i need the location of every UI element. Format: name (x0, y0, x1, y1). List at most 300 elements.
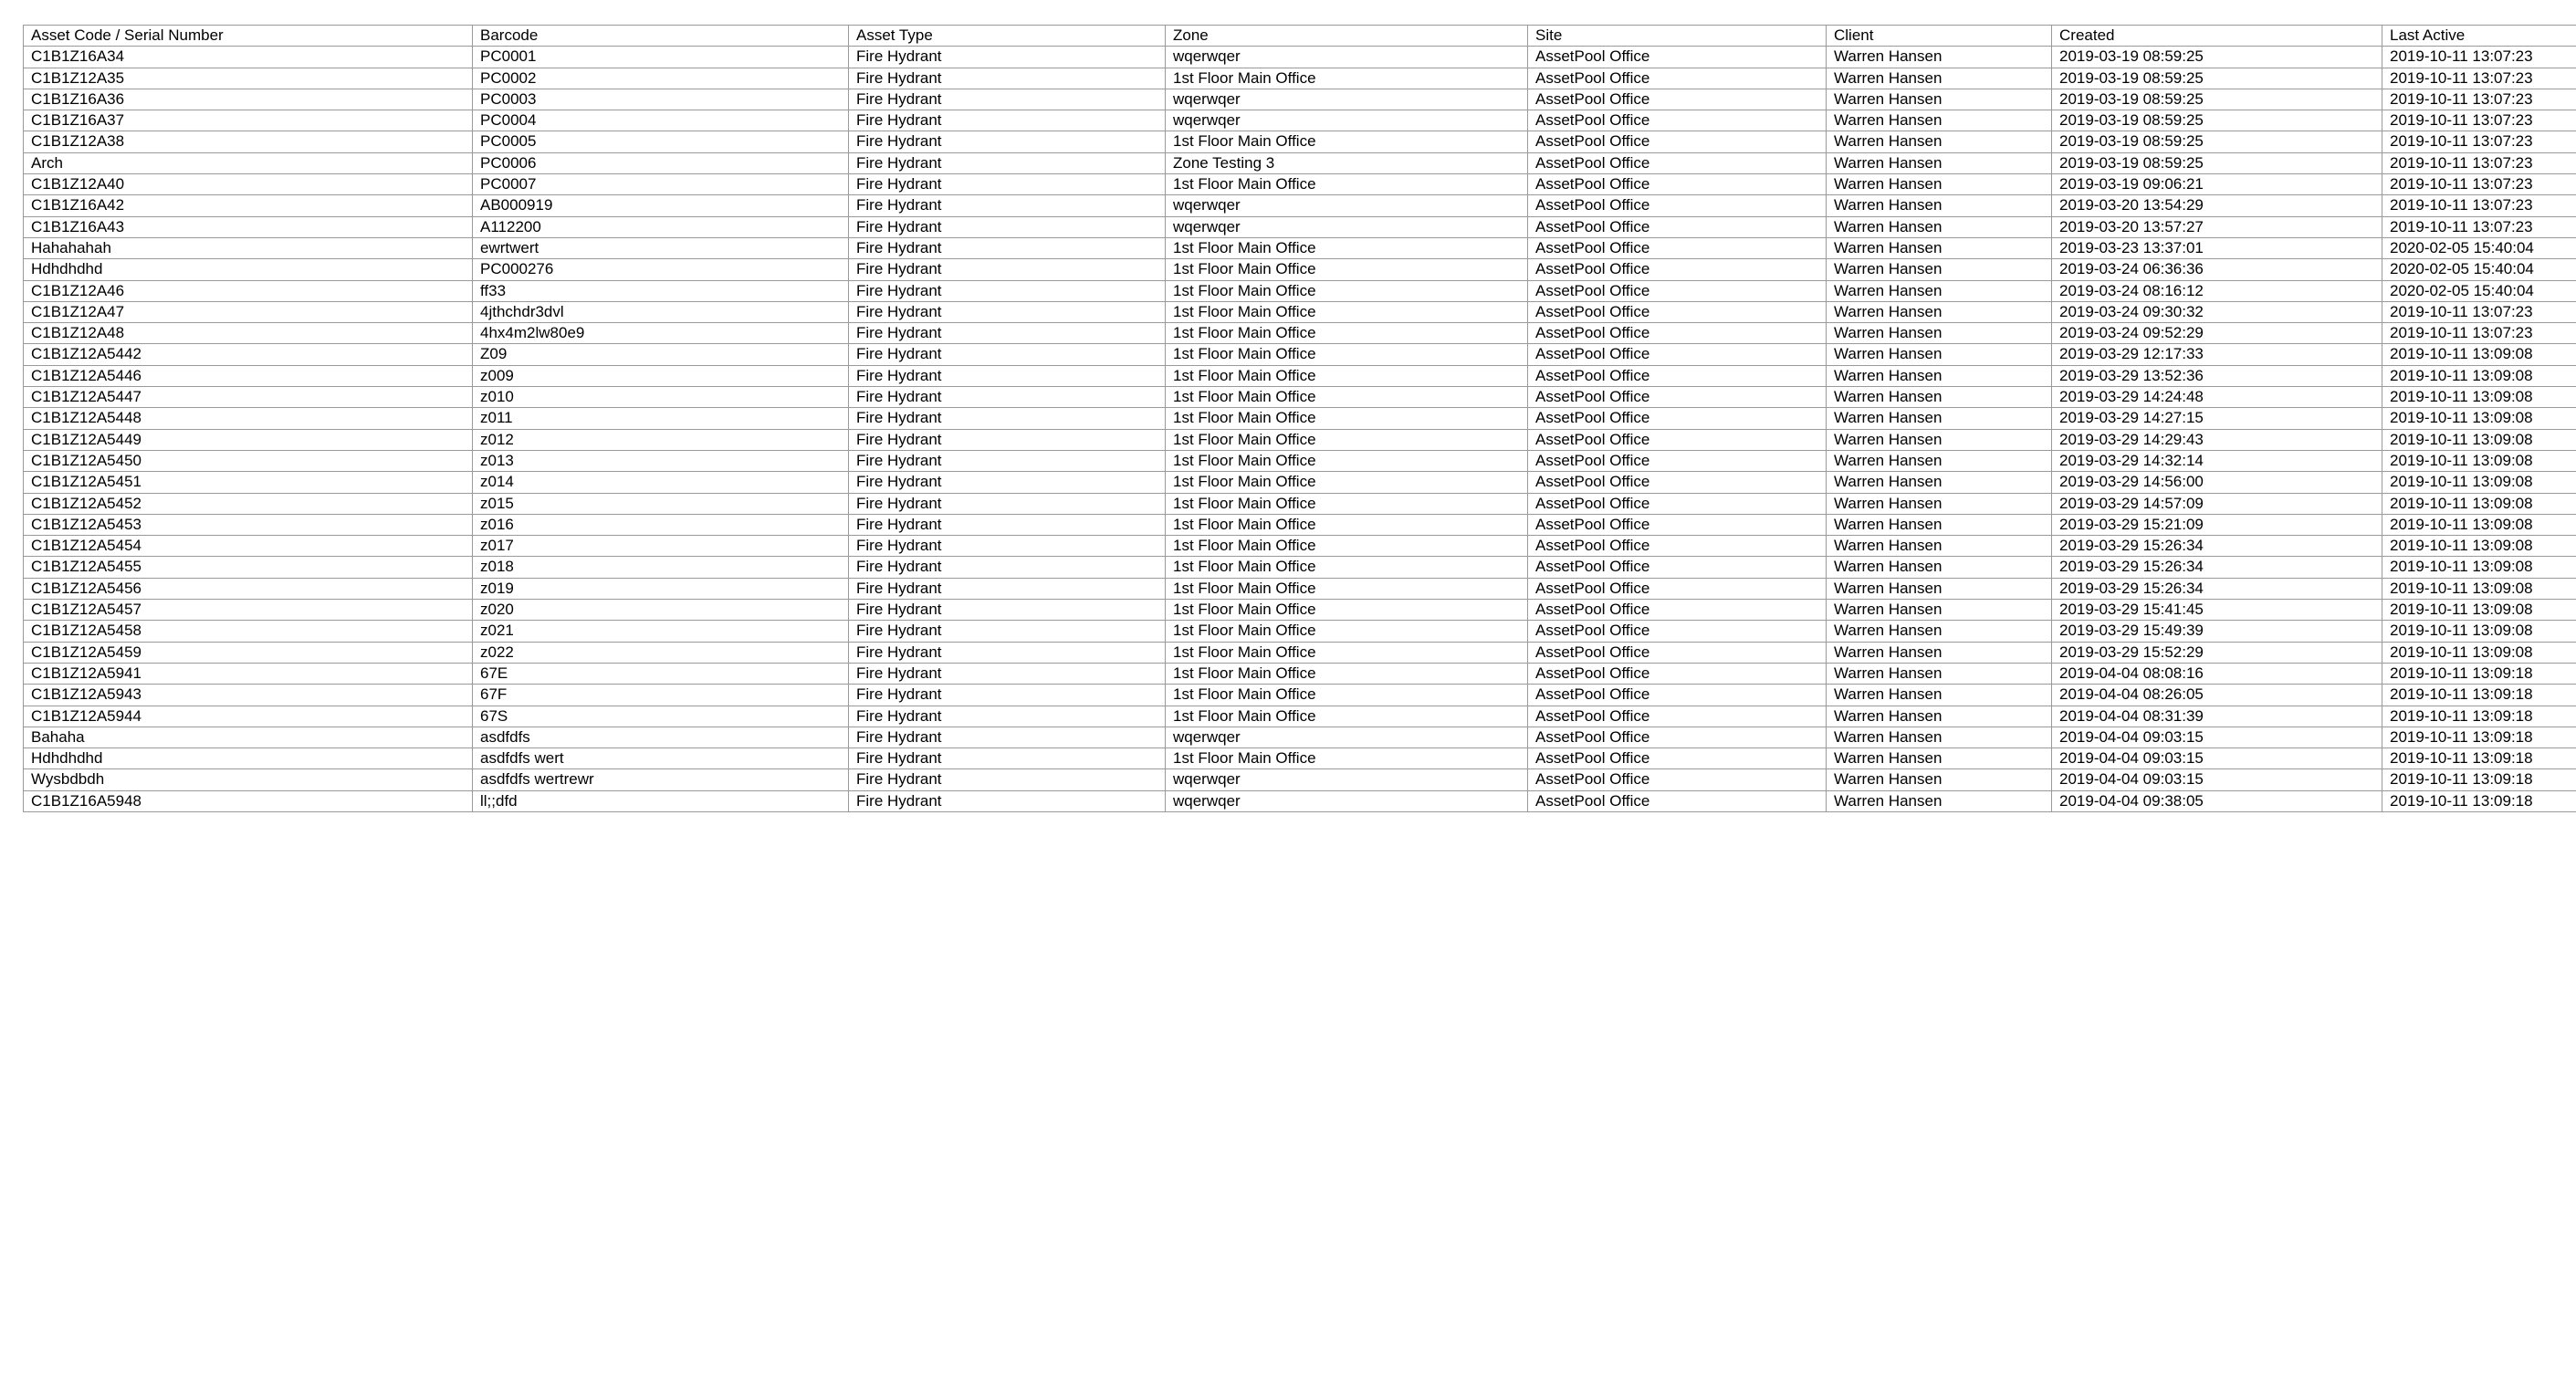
cell-zone: 1st Floor Main Office (1166, 365, 1528, 386)
cell-created: 2019-03-29 15:21:09 (2052, 514, 2382, 535)
table-row[interactable] (24, 280, 2576, 301)
cell-site: AssetPool Office (1528, 600, 1827, 621)
cell-barcode: z020 (473, 600, 849, 621)
cell-barcode: z022 (473, 642, 849, 663)
cell-last-active: 2019-10-11 13:07:23 (2382, 68, 2576, 89)
asset-table-container (23, 25, 2570, 812)
cell-created: 2019-03-24 09:52:29 (2052, 323, 2382, 344)
cell-asset-type: Fire Hydrant (849, 472, 1166, 493)
cell-site: AssetPool Office (1528, 301, 1827, 322)
cell-barcode: z013 (473, 450, 849, 471)
cell-created: 2019-03-19 08:59:25 (2052, 47, 2382, 68)
cell-last-active: 2019-10-11 13:09:18 (2382, 663, 2576, 684)
column-header-barcode[interactable]: Barcode (473, 26, 849, 47)
cell-created: 2019-03-29 14:27:15 (2052, 408, 2382, 429)
cell-barcode: PC0002 (473, 68, 849, 89)
cell-asset-type: Fire Hydrant (849, 493, 1166, 514)
cell-asset-code-serial-number: C1B1Z12A5451 (24, 472, 473, 493)
table-row[interactable] (24, 450, 2576, 471)
cell-client: Warren Hansen (1827, 663, 2052, 684)
cell-created: 2019-03-20 13:54:29 (2052, 195, 2382, 216)
cell-last-active: 2019-10-11 13:07:23 (2382, 47, 2576, 68)
cell-asset-code-serial-number: C1B1Z12A5447 (24, 387, 473, 408)
cell-last-active: 2019-10-11 13:09:18 (2382, 727, 2576, 748)
cell-created: 2019-03-29 15:26:34 (2052, 557, 2382, 578)
cell-zone: 1st Floor Main Office (1166, 387, 1528, 408)
cell-zone: 1st Floor Main Office (1166, 642, 1528, 663)
cell-client: Warren Hansen (1827, 152, 2052, 173)
table-row[interactable] (24, 323, 2576, 344)
table-row[interactable] (24, 259, 2576, 280)
cell-barcode: z012 (473, 429, 849, 450)
cell-zone: 1st Floor Main Office (1166, 301, 1528, 322)
table-row[interactable] (24, 790, 2576, 811)
cell-client: Warren Hansen (1827, 450, 2052, 471)
cell-barcode: PC0005 (473, 131, 849, 152)
cell-zone: 1st Floor Main Office (1166, 68, 1528, 89)
cell-last-active: 2020-02-05 15:40:04 (2382, 280, 2576, 301)
cell-site: AssetPool Office (1528, 408, 1827, 429)
cell-zone: wqerwqer (1166, 47, 1528, 68)
cell-asset-code-serial-number: C1B1Z16A42 (24, 195, 473, 216)
cell-site: AssetPool Office (1528, 790, 1827, 811)
cell-asset-code-serial-number: Hdhdhdhd (24, 748, 473, 769)
cell-zone: 1st Floor Main Office (1166, 748, 1528, 769)
cell-asset-type: Fire Hydrant (849, 365, 1166, 386)
cell-created: 2019-03-19 08:59:25 (2052, 131, 2382, 152)
cell-last-active: 2019-10-11 13:09:08 (2382, 557, 2576, 578)
cell-asset-code-serial-number: C1B1Z12A5455 (24, 557, 473, 578)
cell-asset-code-serial-number: C1B1Z12A5459 (24, 642, 473, 663)
cell-zone: 1st Floor Main Office (1166, 472, 1528, 493)
cell-barcode: ff33 (473, 280, 849, 301)
table-row[interactable] (24, 642, 2576, 663)
cell-last-active: 2019-10-11 13:09:08 (2382, 365, 2576, 386)
cell-zone: wqerwqer (1166, 89, 1528, 110)
cell-zone: 1st Floor Main Office (1166, 450, 1528, 471)
cell-site: AssetPool Office (1528, 642, 1827, 663)
cell-client: Warren Hansen (1827, 790, 2052, 811)
cell-asset-code-serial-number: C1B1Z12A38 (24, 131, 473, 152)
cell-barcode: 67S (473, 706, 849, 727)
table-row[interactable] (24, 89, 2576, 110)
cell-asset-code-serial-number: C1B1Z12A5458 (24, 621, 473, 642)
table-row[interactable] (24, 536, 2576, 557)
cell-site: AssetPool Office (1528, 685, 1827, 706)
cell-created: 2019-03-29 14:29:43 (2052, 429, 2382, 450)
cell-last-active: 2019-10-11 13:09:08 (2382, 408, 2576, 429)
cell-last-active: 2019-10-11 13:09:08 (2382, 493, 2576, 514)
cell-barcode: asdfdfs wertrewr (473, 769, 849, 790)
column-header-site[interactable]: Site (1528, 26, 1827, 47)
cell-client: Warren Hansen (1827, 259, 2052, 280)
cell-client: Warren Hansen (1827, 47, 2052, 68)
cell-last-active: 2019-10-11 13:09:08 (2382, 536, 2576, 557)
table-row[interactable] (24, 769, 2576, 790)
table-row[interactable] (24, 237, 2576, 258)
cell-zone: Zone Testing 3 (1166, 152, 1528, 173)
cell-asset-type: Fire Hydrant (849, 450, 1166, 471)
cell-asset-type: Fire Hydrant (849, 685, 1166, 706)
table-row[interactable] (24, 493, 2576, 514)
column-header-zone[interactable]: Zone (1166, 26, 1528, 47)
cell-zone: 1st Floor Main Office (1166, 344, 1528, 365)
cell-barcode: PC0006 (473, 152, 849, 173)
cell-asset-type: Fire Hydrant (849, 408, 1166, 429)
cell-barcode: asdfdfs (473, 727, 849, 748)
cell-barcode: 4jthchdr3dvl (473, 301, 849, 322)
cell-asset-code-serial-number: C1B1Z12A5452 (24, 493, 473, 514)
cell-zone: 1st Floor Main Office (1166, 706, 1528, 727)
cell-site: AssetPool Office (1528, 323, 1827, 344)
table-row[interactable] (24, 429, 2576, 450)
cell-created: 2019-03-29 14:57:09 (2052, 493, 2382, 514)
cell-last-active: 2019-10-11 13:09:08 (2382, 472, 2576, 493)
cell-last-active: 2019-10-11 13:09:08 (2382, 514, 2576, 535)
cell-created: 2019-03-29 14:32:14 (2052, 450, 2382, 471)
table-header (24, 26, 2576, 47)
cell-client: Warren Hansen (1827, 621, 2052, 642)
cell-asset-code-serial-number: C1B1Z12A47 (24, 301, 473, 322)
cell-site: AssetPool Office (1528, 536, 1827, 557)
cell-asset-code-serial-number: C1B1Z12A5457 (24, 600, 473, 621)
cell-asset-code-serial-number: C1B1Z12A40 (24, 174, 473, 195)
cell-site: AssetPool Office (1528, 174, 1827, 195)
cell-zone: 1st Floor Main Office (1166, 493, 1528, 514)
cell-asset-type: Fire Hydrant (849, 429, 1166, 450)
cell-zone: 1st Floor Main Office (1166, 663, 1528, 684)
table-row[interactable] (24, 216, 2576, 237)
table-row[interactable] (24, 727, 2576, 748)
cell-client: Warren Hansen (1827, 727, 2052, 748)
table-row[interactable] (24, 344, 2576, 365)
table-row[interactable] (24, 68, 2576, 89)
table-row[interactable] (24, 152, 2576, 173)
cell-created: 2019-04-04 08:31:39 (2052, 706, 2382, 727)
cell-asset-code-serial-number: C1B1Z12A48 (24, 323, 473, 344)
cell-last-active: 2019-10-11 13:07:23 (2382, 323, 2576, 344)
cell-client: Warren Hansen (1827, 216, 2052, 237)
cell-client: Warren Hansen (1827, 748, 2052, 769)
cell-asset-type: Fire Hydrant (849, 557, 1166, 578)
cell-created: 2019-03-20 13:57:27 (2052, 216, 2382, 237)
table-row[interactable] (24, 578, 2576, 599)
cell-asset-type: Fire Hydrant (849, 152, 1166, 173)
cell-asset-type: Fire Hydrant (849, 748, 1166, 769)
cell-asset-code-serial-number: C1B1Z16A37 (24, 110, 473, 131)
cell-created: 2019-03-19 09:06:21 (2052, 174, 2382, 195)
table-row[interactable] (24, 387, 2576, 408)
table-header-row (24, 26, 2576, 47)
cell-barcode: z019 (473, 578, 849, 599)
cell-created: 2019-03-29 15:52:29 (2052, 642, 2382, 663)
cell-barcode: Z09 (473, 344, 849, 365)
cell-created: 2019-04-04 09:03:15 (2052, 727, 2382, 748)
cell-site: AssetPool Office (1528, 387, 1827, 408)
cell-site: AssetPool Office (1528, 748, 1827, 769)
cell-asset-type: Fire Hydrant (849, 387, 1166, 408)
cell-asset-type: Fire Hydrant (849, 131, 1166, 152)
cell-asset-code-serial-number: C1B1Z12A5448 (24, 408, 473, 429)
cell-zone: 1st Floor Main Office (1166, 408, 1528, 429)
cell-asset-code-serial-number: C1B1Z12A35 (24, 68, 473, 89)
table-row[interactable] (24, 110, 2576, 131)
cell-zone: wqerwqer (1166, 110, 1528, 131)
cell-site: AssetPool Office (1528, 216, 1827, 237)
cell-client: Warren Hansen (1827, 174, 2052, 195)
cell-asset-type: Fire Hydrant (849, 344, 1166, 365)
cell-asset-type: Fire Hydrant (849, 642, 1166, 663)
cell-asset-code-serial-number: C1B1Z16A36 (24, 89, 473, 110)
cell-barcode: z017 (473, 536, 849, 557)
table-row[interactable] (24, 663, 2576, 684)
cell-created: 2019-03-29 15:26:34 (2052, 578, 2382, 599)
cell-zone: 1st Floor Main Office (1166, 557, 1528, 578)
cell-asset-type: Fire Hydrant (849, 47, 1166, 68)
cell-barcode: z016 (473, 514, 849, 535)
cell-last-active: 2019-10-11 13:07:23 (2382, 216, 2576, 237)
cell-created: 2019-03-29 15:26:34 (2052, 536, 2382, 557)
cell-asset-type: Fire Hydrant (849, 280, 1166, 301)
cell-asset-type: Fire Hydrant (849, 110, 1166, 131)
cell-client: Warren Hansen (1827, 344, 2052, 365)
cell-created: 2019-03-24 08:16:12 (2052, 280, 2382, 301)
cell-last-active: 2019-10-11 13:07:23 (2382, 174, 2576, 195)
cell-zone: 1st Floor Main Office (1166, 600, 1528, 621)
cell-last-active: 2019-10-11 13:09:08 (2382, 387, 2576, 408)
table-row[interactable] (24, 131, 2576, 152)
cell-zone: 1st Floor Main Office (1166, 536, 1528, 557)
cell-asset-code-serial-number: Wysbdbdh (24, 769, 473, 790)
cell-asset-type: Fire Hydrant (849, 769, 1166, 790)
cell-site: AssetPool Office (1528, 706, 1827, 727)
table-row[interactable] (24, 301, 2576, 322)
cell-asset-type: Fire Hydrant (849, 727, 1166, 748)
cell-created: 2019-03-29 15:41:45 (2052, 600, 2382, 621)
cell-asset-code-serial-number: C1B1Z12A5943 (24, 685, 473, 706)
cell-created: 2019-03-29 14:56:00 (2052, 472, 2382, 493)
cell-created: 2019-03-19 08:59:25 (2052, 89, 2382, 110)
cell-barcode: 67E (473, 663, 849, 684)
table-row[interactable] (24, 621, 2576, 642)
column-header-client[interactable]: Client (1827, 26, 2052, 47)
cell-asset-code-serial-number: C1B1Z16A5948 (24, 790, 473, 811)
cell-asset-code-serial-number: Arch (24, 152, 473, 173)
cell-last-active: 2019-10-11 13:07:23 (2382, 195, 2576, 216)
cell-zone: 1st Floor Main Office (1166, 280, 1528, 301)
cell-site: AssetPool Office (1528, 769, 1827, 790)
cell-last-active: 2020-02-05 15:40:04 (2382, 237, 2576, 258)
cell-barcode: PC0003 (473, 89, 849, 110)
table-row[interactable] (24, 47, 2576, 68)
table-row[interactable] (24, 748, 2576, 769)
cell-barcode: 4hx4m2lw80e9 (473, 323, 849, 344)
cell-site: AssetPool Office (1528, 365, 1827, 386)
cell-created: 2019-03-19 08:59:25 (2052, 152, 2382, 173)
cell-asset-code-serial-number: C1B1Z12A5449 (24, 429, 473, 450)
cell-client: Warren Hansen (1827, 323, 2052, 344)
cell-site: AssetPool Office (1528, 68, 1827, 89)
cell-client: Warren Hansen (1827, 600, 2052, 621)
cell-client: Warren Hansen (1827, 68, 2052, 89)
cell-asset-code-serial-number: C1B1Z12A5456 (24, 578, 473, 599)
column-header-last-active[interactable]: Last Active (2382, 26, 2576, 47)
cell-client: Warren Hansen (1827, 237, 2052, 258)
cell-barcode: z010 (473, 387, 849, 408)
cell-site: AssetPool Office (1528, 727, 1827, 748)
cell-asset-code-serial-number: C1B1Z12A5450 (24, 450, 473, 471)
cell-client: Warren Hansen (1827, 110, 2052, 131)
table-row[interactable] (24, 365, 2576, 386)
cell-created: 2019-03-29 13:52:36 (2052, 365, 2382, 386)
cell-zone: wqerwqer (1166, 727, 1528, 748)
cell-asset-type: Fire Hydrant (849, 259, 1166, 280)
cell-asset-type: Fire Hydrant (849, 174, 1166, 195)
cell-client: Warren Hansen (1827, 89, 2052, 110)
cell-asset-code-serial-number: C1B1Z12A5454 (24, 536, 473, 557)
cell-asset-code-serial-number: C1B1Z12A5944 (24, 706, 473, 727)
cell-created: 2019-03-29 15:49:39 (2052, 621, 2382, 642)
cell-created: 2019-03-19 08:59:25 (2052, 110, 2382, 131)
cell-client: Warren Hansen (1827, 685, 2052, 706)
cell-site: AssetPool Office (1528, 131, 1827, 152)
cell-zone: 1st Floor Main Office (1166, 237, 1528, 258)
cell-asset-type: Fire Hydrant (849, 663, 1166, 684)
cell-client: Warren Hansen (1827, 301, 2052, 322)
table-row[interactable] (24, 472, 2576, 493)
cell-asset-code-serial-number: C1B1Z12A5446 (24, 365, 473, 386)
cell-created: 2019-03-19 08:59:25 (2052, 68, 2382, 89)
cell-zone: 1st Floor Main Office (1166, 578, 1528, 599)
cell-zone: wqerwqer (1166, 216, 1528, 237)
cell-barcode: ll;;dfd (473, 790, 849, 811)
table-row[interactable] (24, 514, 2576, 535)
cell-barcode: PC0001 (473, 47, 849, 68)
cell-asset-code-serial-number: Hahahahah (24, 237, 473, 258)
cell-barcode: z018 (473, 557, 849, 578)
cell-site: AssetPool Office (1528, 195, 1827, 216)
cell-last-active: 2019-10-11 13:07:23 (2382, 110, 2576, 131)
cell-last-active: 2019-10-11 13:09:08 (2382, 450, 2576, 471)
cell-zone: wqerwqer (1166, 769, 1528, 790)
column-header-asset-code-serial-number[interactable]: Asset Code / Serial Number (24, 26, 473, 47)
cell-client: Warren Hansen (1827, 557, 2052, 578)
cell-last-active: 2019-10-11 13:09:08 (2382, 642, 2576, 663)
cell-created: 2019-03-24 06:36:36 (2052, 259, 2382, 280)
cell-site: AssetPool Office (1528, 493, 1827, 514)
cell-created: 2019-04-04 08:08:16 (2052, 663, 2382, 684)
cell-client: Warren Hansen (1827, 387, 2052, 408)
cell-created: 2019-04-04 09:03:15 (2052, 748, 2382, 769)
cell-barcode: z011 (473, 408, 849, 429)
cell-client: Warren Hansen (1827, 408, 2052, 429)
cell-zone: wqerwqer (1166, 790, 1528, 811)
cell-client: Warren Hansen (1827, 131, 2052, 152)
cell-site: AssetPool Office (1528, 663, 1827, 684)
cell-created: 2019-04-04 09:38:05 (2052, 790, 2382, 811)
cell-asset-type: Fire Hydrant (849, 301, 1166, 322)
cell-asset-code-serial-number: C1B1Z12A5442 (24, 344, 473, 365)
cell-asset-type: Fire Hydrant (849, 89, 1166, 110)
cell-created: 2019-03-29 14:24:48 (2052, 387, 2382, 408)
cell-zone: 1st Floor Main Office (1166, 429, 1528, 450)
cell-asset-type: Fire Hydrant (849, 536, 1166, 557)
cell-last-active: 2019-10-11 13:09:08 (2382, 344, 2576, 365)
cell-last-active: 2019-10-11 13:09:08 (2382, 429, 2576, 450)
cell-last-active: 2019-10-11 13:09:18 (2382, 706, 2576, 727)
cell-client: Warren Hansen (1827, 642, 2052, 663)
table-row[interactable] (24, 685, 2576, 706)
cell-barcode: PC0004 (473, 110, 849, 131)
cell-client: Warren Hansen (1827, 429, 2052, 450)
cell-created: 2019-03-24 09:30:32 (2052, 301, 2382, 322)
asset-table (23, 25, 2576, 812)
cell-asset-type: Fire Hydrant (849, 195, 1166, 216)
table-row[interactable] (24, 706, 2576, 727)
cell-asset-type: Fire Hydrant (849, 621, 1166, 642)
table-row[interactable] (24, 557, 2576, 578)
cell-created: 2019-04-04 09:03:15 (2052, 769, 2382, 790)
table-row[interactable] (24, 174, 2576, 195)
cell-created: 2019-04-04 08:26:05 (2052, 685, 2382, 706)
cell-last-active: 2019-10-11 13:09:18 (2382, 748, 2576, 769)
cell-client: Warren Hansen (1827, 769, 2052, 790)
column-header-asset-type[interactable]: Asset Type (849, 26, 1166, 47)
cell-barcode: PC0007 (473, 174, 849, 195)
cell-barcode: z009 (473, 365, 849, 386)
cell-site: AssetPool Office (1528, 429, 1827, 450)
cell-site: AssetPool Office (1528, 578, 1827, 599)
cell-last-active: 2019-10-11 13:07:23 (2382, 301, 2576, 322)
cell-client: Warren Hansen (1827, 195, 2052, 216)
cell-last-active: 2020-02-05 15:40:04 (2382, 259, 2576, 280)
cell-last-active: 2019-10-11 13:07:23 (2382, 152, 2576, 173)
cell-zone: 1st Floor Main Office (1166, 514, 1528, 535)
cell-asset-code-serial-number: C1B1Z16A43 (24, 216, 473, 237)
cell-created: 2019-03-29 12:17:33 (2052, 344, 2382, 365)
cell-last-active: 2019-10-11 13:09:18 (2382, 685, 2576, 706)
cell-last-active: 2019-10-11 13:07:23 (2382, 89, 2576, 110)
cell-asset-code-serial-number: C1B1Z16A34 (24, 47, 473, 68)
cell-zone: 1st Floor Main Office (1166, 131, 1528, 152)
cell-client: Warren Hansen (1827, 578, 2052, 599)
table-row[interactable] (24, 195, 2576, 216)
cell-site: AssetPool Office (1528, 450, 1827, 471)
cell-site: AssetPool Office (1528, 472, 1827, 493)
cell-zone: 1st Floor Main Office (1166, 259, 1528, 280)
cell-asset-type: Fire Hydrant (849, 237, 1166, 258)
cell-barcode: z015 (473, 493, 849, 514)
cell-last-active: 2019-10-11 13:09:18 (2382, 769, 2576, 790)
cell-asset-type: Fire Hydrant (849, 216, 1166, 237)
cell-barcode: ewrtwert (473, 237, 849, 258)
cell-barcode: A112200 (473, 216, 849, 237)
cell-barcode: 67F (473, 685, 849, 706)
cell-last-active: 2019-10-11 13:09:08 (2382, 621, 2576, 642)
cell-asset-code-serial-number: C1B1Z12A46 (24, 280, 473, 301)
cell-zone: 1st Floor Main Office (1166, 621, 1528, 642)
cell-client: Warren Hansen (1827, 514, 2052, 535)
cell-client: Warren Hansen (1827, 472, 2052, 493)
cell-asset-type: Fire Hydrant (849, 600, 1166, 621)
column-header-created[interactable]: Created (2052, 26, 2382, 47)
table-row[interactable] (24, 600, 2576, 621)
cell-asset-code-serial-number: Hdhdhdhd (24, 259, 473, 280)
cell-site: AssetPool Office (1528, 557, 1827, 578)
cell-site: AssetPool Office (1528, 89, 1827, 110)
table-row[interactable] (24, 408, 2576, 429)
cell-site: AssetPool Office (1528, 344, 1827, 365)
